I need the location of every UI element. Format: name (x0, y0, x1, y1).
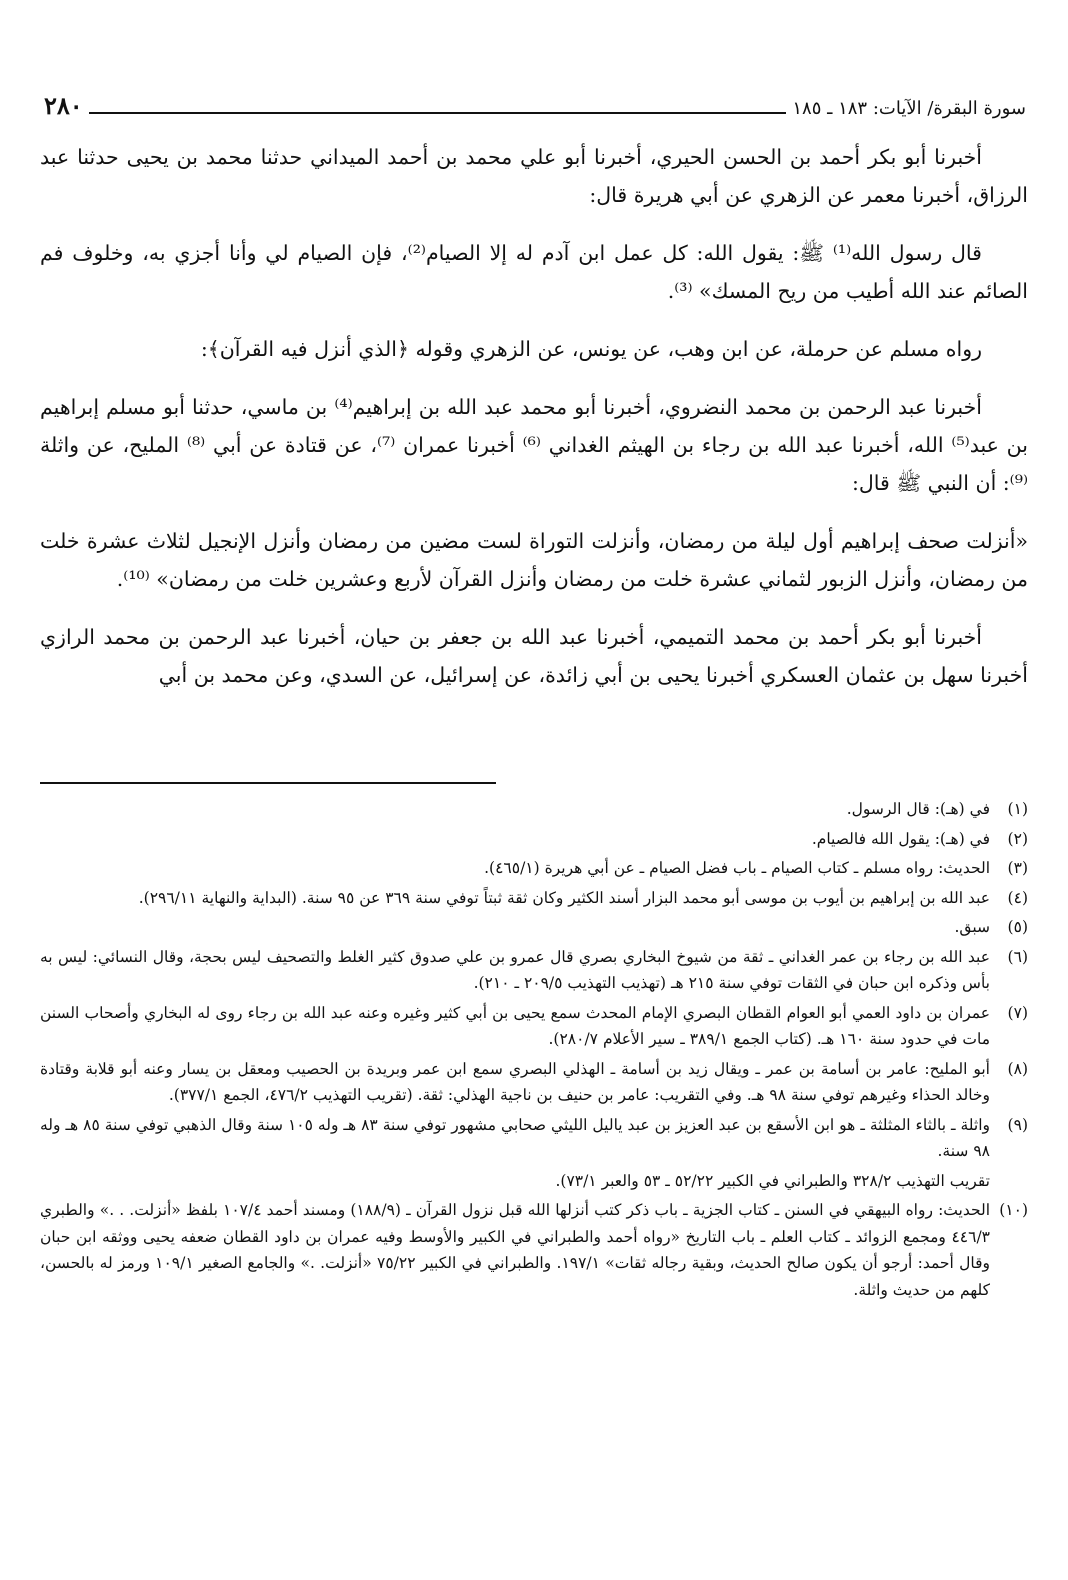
footnote-number: (٥) (1007, 918, 1028, 936)
footnote (40, 1112, 1028, 1165)
running-header-title: سورة البقرة/ الآيات: ١٨٣ ـ ١٨٥ (792, 98, 1026, 119)
main-text (40, 138, 1028, 712)
footnote-text: عبد الله بن إبراهيم بن أيوب بن موسى أبو محمد البزار أسند الكثير وكان ثقة ثبتاً توفي سنة ٣٦٩ عن ٩٥ سنة. (البداية والنهاية ٢٩٦/١١). (138, 888, 990, 907)
footnotes (40, 796, 1028, 1306)
footnote-number: (١٠) (999, 1201, 1028, 1219)
footnote-number: (٨) (1007, 1059, 1028, 1078)
footnote-text: أبو المليح: عامر بن أسامة بن عمر ـ ويقال زيد بن أسامة ـ الهذلي البصري سمع ابن عمر وبريدة بن الحصيب ومعقل بن يسار وعنه أبو قلابة وقتادة وخالد الحذاء وغيرهم توفي سنة ٩٨ هـ. وفي التقريب: عامر بن حنيف بن ناجية الهذلي: ثقة. (تقريب التهذيب ٤٧٦/٢، الجمع ٣٧٧/١). (40, 1059, 990, 1104)
footnote (40, 885, 1028, 912)
footnote-text: الحديث: رواه مسلم ـ كتاب الصيام ـ باب فضل الصيام ـ عن أبي هريرة (٤٦٥/١). (484, 859, 990, 877)
footnote-number: (٤) (1007, 888, 1028, 907)
footnote-text: عمران بن داود العمي أبو العوام القطان البصري الإمام المحدث سمع يحيى بن أبي كثير وغيره وعنه عبد الله بن رجاء روى له البخاري وأصحاب السنن مات في حدود سنة ١٦٠ هـ. (كتاب الجمع ٣٨٩/١ ـ سير الأعلام ٢٨٠/٧). (40, 1003, 990, 1048)
paragraph-narration: رواه مسلم عن حرملة، عن ابن وهب، عن يونس، عن الزهري وقوله ﴿الذي أنزل فيه القرآن﴾: (200, 337, 982, 361)
footnote (40, 1056, 1028, 1109)
running-header (40, 78, 1028, 118)
footnote-text: في (هـ): قال الرسول. (846, 800, 990, 818)
footnote-number: (٧) (1007, 1003, 1028, 1022)
footnote-number: (٩) (1007, 1115, 1028, 1134)
footnote-text: سبق. (954, 918, 990, 936)
footnote-number: (١) (1007, 800, 1028, 818)
footnote (40, 914, 1028, 941)
footnote (40, 796, 1028, 823)
page-number: ٢٨٠ (44, 91, 83, 120)
footnote-number: (٢) (1007, 829, 1028, 848)
footnote-number: (٦) (1007, 947, 1028, 966)
footnote (40, 855, 1028, 882)
paragraph-isnad-3: أخبرنا أبو بكر أحمد بن محمد التميمي، أخبرنا عبد الله بن جعفر بن حيان، أخبرنا عبد الرحمن بن محمد الرازي أخبرنا سهل بن عثمان العسكري أخبرنا يحيى بن أبي زائدة، عن إسرائيل، عن السدي، وعن محمد بن أبي (40, 625, 1028, 687)
paragraph-hadith-1: قال رسول الله⁽¹⁾ ﷺ: يقول الله: كل عمل ابن آدم له إلا الصيام⁽²⁾، فإن الصيام لي وأنا أجزي به، وخلوف فم الصائم عند الله أطيب من ريح المسك» ⁽³⁾. (40, 241, 1028, 303)
footnote (40, 826, 1028, 853)
paragraph-isnad-1: أخبرنا أبو بكر أحمد بن الحسن الحيري، أخبرنا أبو علي محمد بن أحمد الميداني حدثنا محمد بن يحيى حدثنا عبد الرزاق، أخبرنا معمر عن الزهري عن أبي هريرة قال: (40, 145, 1028, 207)
footnote-continuation: تقريب التهذيب ٣٢٨/٢ والطبراني في الكبير ٥٢/٢٢ ـ ٥٣ والعبر ٧٣/١). (555, 1171, 990, 1190)
footnotes-separator (40, 782, 496, 784)
footnote-text: الحديث: رواه البيهقي في السنن ـ كتاب الجزية ـ باب ذكر كتب أنزلها الله قبل نزول القرآن ـ (١٨٨/٩) ومسند أحمد ١٠٧/٤ بلفظ «أنزلت. . .» والطبري ٤٤٦/٣ ومجمع الزوائد ـ كتاب العلم ـ باب التاريخ «رواه أحمد والطبراني في الكبير والأوسط وفيه عمران بن داود القطان ضعفه يحيى ووثقه ابن حبان وقال أحمد: أرجو أن يكون صالح الحديث، وبقية رجاله ثقات» ١٩٧/١. والطبراني في الكبير ٧٥/٢٢ «أنزلت. .» والجامع الصغير ١٠٩/١ ورمز له بالحسن، كلهم من حديث واثلة. (40, 1201, 991, 1299)
paragraph-isnad-2: أخبرنا عبد الرحمن بن محمد النضروي، أخبرنا أبو محمد عبد الله بن إبراهيم⁽⁴⁾ بن ماسي، حدثنا أبو مسلم إبراهيم بن عبد⁽⁵⁾ الله، أخبرنا عبد الله بن رجاء بن الهيثم الغداني ⁽⁶⁾ أخبرنا عمران ⁽⁷⁾، عن قتادة عن أبي ⁽⁸⁾ المليح، عن واثلة ⁽⁹⁾: أن النبي ﷺ قال: (40, 395, 1028, 495)
footnote-text: عبد الله بن رجاء بن عمر الغداني ـ ثقة من شيوخ البخاري بصري قال عمرو بن علي صدوق كثير الغلط والتصحيف ليس بحجة، وقال النسائي: ليس به بأس وذكره ابن حبان في الثقات توفي سنة ٢١٥ هـ (تهذيب التهذيب ٢٠٩/٥ ـ ٢١٠). (40, 947, 990, 992)
footnote (40, 1000, 1028, 1053)
paragraph-hadith-2: «أنزلت صحف إبراهيم أول ليلة من رمضان، وأنزلت التوراة لست مضين من رمضان وأنزل الإنجيل لثلاث عشرة خلت من رمضان، وأنزل الزبور لثماني عشرة خلت من رمضان وأنزل القرآن لأربع وعشرين خلت من رمضان» ⁽¹⁰⁾. (40, 529, 1028, 591)
footnote (40, 1197, 1028, 1303)
footnote-number: (٣) (1007, 859, 1028, 877)
footnote-text: في (هـ): يقول الله فالصيام. (811, 829, 990, 848)
footnote (40, 944, 1028, 997)
footnote-text: واثلة ـ بالثاء المثلثة ـ هو ابن الأسقع بن عبد العزيز بن عبد ياليل الليثي صحابي مشهور توفي سنة ٨٣ هـ وله ١٠٥ سنة وقال الذهبي توفي سنة ٨٥ هـ وله ٩٨ سنة. (40, 1115, 991, 1160)
header-rule (89, 112, 787, 114)
